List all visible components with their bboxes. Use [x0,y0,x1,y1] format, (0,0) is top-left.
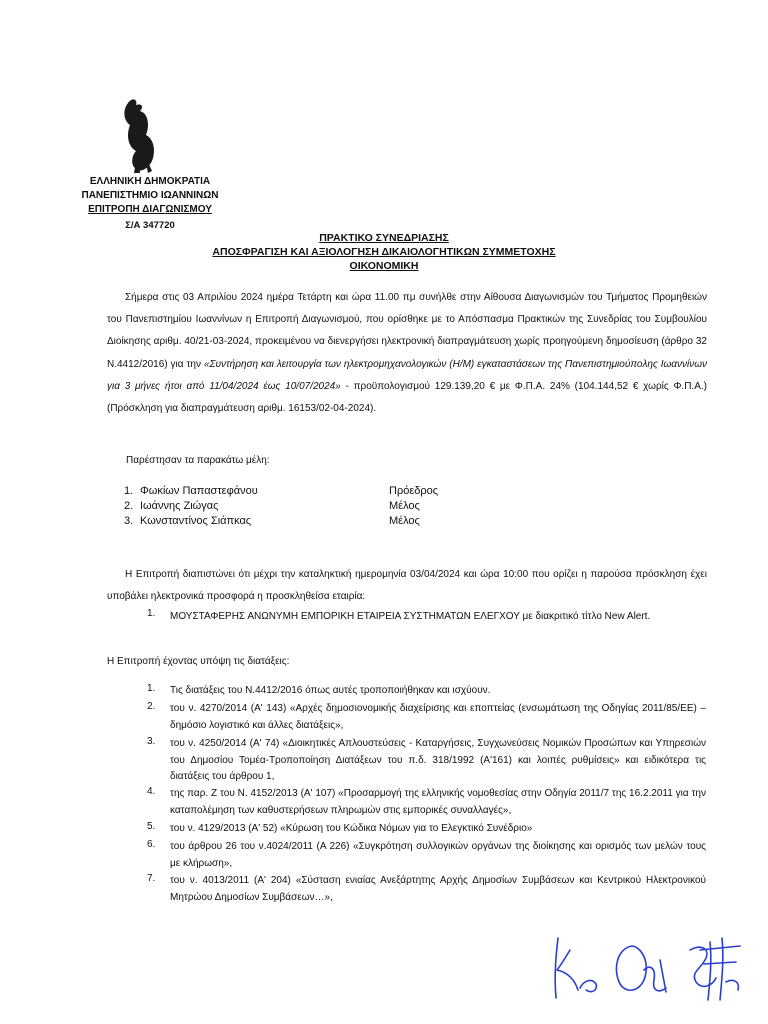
attendance-label: Παρέστησαν τα παρακάτω μέλη: [126,455,270,466]
member-num: 1. [124,485,134,497]
title-line-1: ΠΡΑΚΤΙΚΟ ΣΥΝΕΔΡΙΑΣΗΣ [319,232,449,244]
member-name: Κωνσταντίνος Σιάπκας [140,515,252,527]
header-line-2: ΠΑΝΕΠΙΣΤΗΜΙΟ ΙΩΑΝΝΙΝΩΝ [81,190,219,201]
provision-text: του ν. 4013/2011 (Α' 204) «Σύσταση ενιαίας Ανεξάρτητης Αρχής Δημοσίων Συμβάσεων και Κεντρικού Ηλεκτρονικού Μητρώου Δημοσίων Συμβάσεων…», [170,875,706,903]
provision-num: 4. [147,786,156,797]
provision-num: 2. [147,701,156,712]
member-name: Ιωάννης Ζιώγας [140,500,219,512]
member-num: 2. [124,500,134,512]
company-number: 1. [147,608,156,619]
title-line-3: ΟΙΚΟΝΟΜΙΚΗ [349,260,419,272]
signature-1 [555,938,596,998]
provision-num: 7. [147,873,156,884]
header-line-3: ΕΠΙΤΡΟΠΗ ΔΙΑΓΩΝΙΣΜΟΥ [88,204,212,215]
provision-num: 1. [147,683,156,694]
member-role: Μέλος [389,500,420,512]
provision-text: Τις διατάξεις του Ν.4412/2016 όπως αυτές τροποποιήθηκαν και ισχύουν. [170,685,491,696]
serial-number: Σ/Α 347720 [125,220,175,231]
member-name: Φωκίων Παπαστεφάνου [140,485,258,497]
provision-text: του ν. 4129/2013 (Α' 52) «Κύρωση του Κώδικα Νόμων για το Ελεγκτικό Συνέδριο» [170,823,533,834]
provision-text: του ν. 4250/2014 (Α' 74) «Διοικητικές Απλουστεύσεις - Καταργήσεις, Συγχωνεύσεις Νομικών Προσώπων και Υπηρεσιών του Δημοσίου Τομέα-Τροποποίηση Διατάξεων του π.δ. 318/1992 (Α'161) και λοιπές ρυθμίσεις» και ειδικότερα τις διατάξεις του άρθρου 1, [170,738,706,782]
intro-italic: «Συντήρηση και λειτουργία των ηλεκτρομηχανολογικών (Η/Μ) εγκαταστάσεων της Πανεπιστημιούπολης Ιωαννίνων για 3 μήνες ήτοι από 11/04/2024 έως 10/07/2024» [107,358,707,392]
signature-3 [690,938,740,1000]
member-num: 3. [124,515,134,527]
phoenix-emblem-icon [118,95,164,175]
signatures [540,920,768,1010]
provisions-label: Η Επιτροπή έχοντας υπόψη τις διατάξεις: [107,656,290,667]
finding-paragraph: Η Επιτροπή διαπιστώνει ότι μέχρι την καταληκτική ημερομηνία 03/04/2024 και ώρα 10:00 που ορίζει η παρούσα πρόσκληση έχει υποβάλει ηλεκτρονικά προσφορά η προσκληθείσα εταιρία: [107,569,707,602]
provision-text: του άρθρου 26 του ν.4024/2011 (Α 226) «Συγκρότηση συλλογικών οργάνων της διοίκησης και ορισμός των μελών τους με κλήρωση», [170,841,706,869]
provision-num: 3. [147,736,156,747]
company-text: ΜΟΥΣΤΑΦΕΡΗΣ ΑΝΩΝΥΜΗ ΕΜΠΟΡΙΚΗ ΕΤΑΙΡΕΙΑ ΣΥΣΤΗΜΑΤΩΝ ΕΛΕΓΧΟΥ με διακριτικό τίτλο New Alert. [170,611,651,622]
provision-text: του ν. 4270/2014 (Α' 143) «Αρχές δημοσιονομικής διαχείρισης και εποπτείας (ενσωμάτωση της Οδηγίας 2011/85/ΕΕ) – δημόσιο λογιστικό και άλλες διατάξεις», [170,703,706,731]
intro-part-1: Σήμερα στις 03 Απριλίου 2024 ημέρα Τετάρτη και ώρα 11.00 πμ συνήλθε στην Αίθουσα Διαγωνισμών του Τμήματος Προμηθειών του Πανεπιστημίου Ιωαννίνων η Επιτροπή Διαγωνισμού, που ορίσθηκε με το Απόσπασμα Πρακτικών της Συνεδρίας του Συμβουλίου Διοίκησης αριθμ. 40/21-03-2024, προκειμένου να διενεργήσει ηλεκτρονική διαπραγμάτευση χωρίς προηγούμενη δημοσίευση (άρθρο 32 Ν.4412/2016) για την [107,292,707,370]
member-role: Πρόεδρος [389,485,439,497]
intro-part-2: - προϋπολογισμού 129.139,20 € με Φ.Π.Α. 24% (104.144,52 € χωρίς Φ.Π.Α.) (Πρόσκληση για διαπραγμάτευση αριθμ. 16153/02-04-2024). [107,380,707,415]
signature-2 [616,946,666,992]
intro-paragraph [107,287,707,420]
header-line-1: ΕΛΛΗΝΙΚΗ ΔΗΜΟΚΡΑΤΙΑ [89,176,211,187]
provision-text: της παρ. Ζ του Ν. 4152/2013 (Α' 107) «Προσαρμογή της ελληνικής νομοθεσίας στην Οδηγία 2011/7 της 16.2.2011 για την καταπολέμηση των καθυστερήσεων πληρωμών στις εμπορικές συναλλαγές», [170,788,706,816]
member-role: Μέλος [389,515,420,527]
provision-num: 6. [147,839,156,850]
provision-num: 5. [147,821,156,832]
title-line-2: ΑΠΟΣΦΡΑΓΙΣΗ ΚΑΙ ΑΞΙΟΛΟΓΗΣΗ ΔΙΚΑΙΟΛΟΓΗΤΙΚΩΝ ΣΥΜΜΕΤΟΧΗΣ [212,246,556,258]
